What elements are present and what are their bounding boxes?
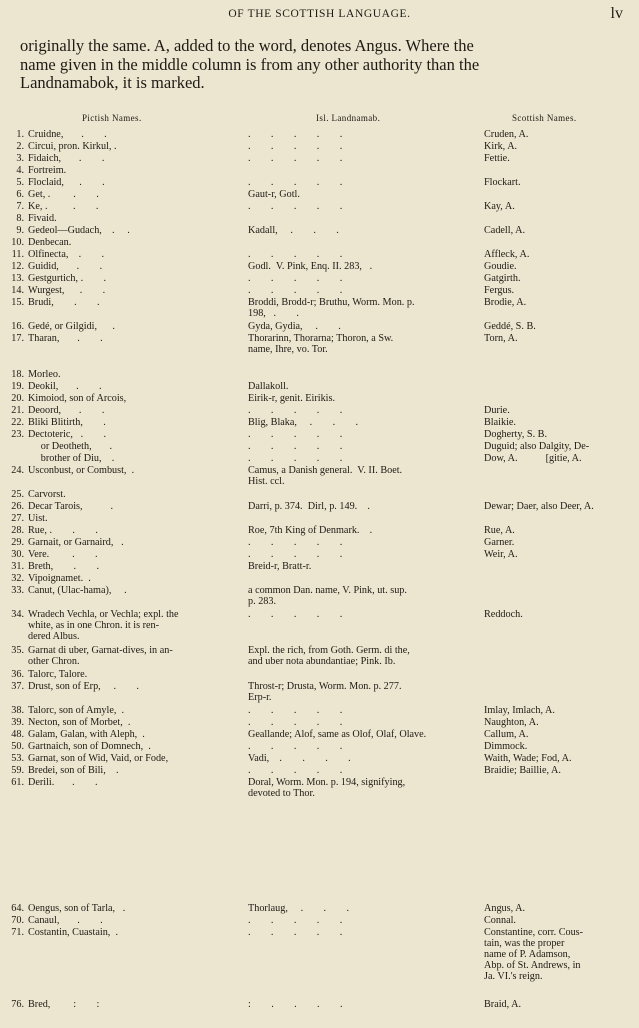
- islandic-name: Gyda, Gydia, . .: [248, 321, 341, 332]
- scottish-name: Kirk, A.: [484, 141, 518, 152]
- intro-line: Landnamabok, it is marked.: [20, 73, 205, 92]
- islandic-name: Throst-r; Drusta, Worm. Mon. p. 277. Erp-r.: [248, 681, 402, 703]
- scottish-name: Braid, A.: [484, 999, 522, 1010]
- islandic-name: Doral, Worm. Mon. p. 194, signifying, devoted to Thor.: [248, 777, 406, 799]
- islandic-name: . . . . .: [248, 765, 343, 776]
- islandic-name: . . . . .: [248, 405, 343, 416]
- row-number: 1.: [16, 129, 24, 140]
- column-headers: [0, 113, 639, 127]
- pictish-name: Uist.: [28, 513, 48, 524]
- pictish-name: Talorc, Talore.: [28, 669, 88, 680]
- pictish-name: Gestgurtich, . .: [28, 273, 107, 284]
- islandic-name: Thorarinn, Thorarna; Thoron, a Sw. name, Ihre, vo. Tor.: [248, 333, 394, 355]
- row-number: 34.: [11, 609, 24, 620]
- pictish-name: Denbecan.: [28, 237, 72, 248]
- islandic-name: . . . . .: [248, 717, 343, 728]
- pictish-name: Oengus, son of Tarla, .: [28, 903, 126, 914]
- running-title: OF THE SCOTTISH LANGUAGE.: [228, 8, 411, 20]
- pictish-name: Ke, . . .: [28, 201, 99, 212]
- islandic-name: . . . . .: [248, 141, 343, 152]
- islandic-name: . . . . .: [248, 537, 343, 548]
- scottish-name: Kay, A.: [484, 201, 515, 212]
- scottish-name: Blaikie.: [484, 417, 516, 428]
- pictish-column-header: Pictish Names.: [82, 113, 142, 123]
- islandic-name: . . . . .: [248, 741, 343, 752]
- scottish-name: Rue, A.: [484, 525, 515, 536]
- islandic-name: . . . . .: [248, 129, 343, 140]
- row-number: 39.: [11, 717, 24, 728]
- row-number: 59.: [11, 765, 24, 776]
- pictish-name: Bredei, son of Bili, .: [28, 765, 119, 776]
- scottish-name: Constantine, corr. Cous- tain, was the proper name of P. Adamson, Abp. of St. Andrews, in Ja. VI.'s reign.: [484, 927, 584, 982]
- pictish-name: Get, . . .: [28, 189, 99, 200]
- row-number: 15.: [11, 297, 24, 308]
- pictish-name: Costantin, Cuastain, .: [28, 927, 118, 938]
- row-number: 38.: [11, 705, 24, 716]
- islandic-name: Broddi, Brodd-r; Bruthu, Worm. Mon. p. 198, . .: [248, 297, 415, 319]
- pictish-name: Olfinecta, . .: [28, 249, 105, 260]
- scottish-name: Naughton, A.: [484, 717, 539, 728]
- scottish-name: Dow, A. [gitie, A.: [484, 453, 582, 464]
- pictish-name: Talorc, son of Amyle, .: [28, 705, 125, 716]
- row-number: 11.: [11, 249, 24, 260]
- pictish-name: Tharan, . .: [28, 333, 103, 344]
- pictish-name: Canut, (Ulac-hama), .: [28, 585, 127, 596]
- islandic-name: Kadall, . . .: [248, 225, 339, 236]
- pictish-name: Dectoteric, . .: [28, 429, 107, 440]
- scottish-name: Brodie, A.: [484, 297, 527, 308]
- row-number: 6.: [16, 189, 24, 200]
- islandic-name: . . . . .: [248, 429, 343, 440]
- scottish-name: Torn, A.: [484, 333, 518, 344]
- scottish-name: Dogherty, S. B.: [484, 429, 548, 440]
- scottish-name: Connal.: [484, 915, 516, 926]
- pictish-name: Bliki Blitirth, .: [28, 417, 106, 428]
- scottish-name: Reddoch.: [484, 609, 523, 620]
- pictish-name: Decar Tarois, .: [28, 501, 114, 512]
- row-number: 53.: [11, 753, 24, 764]
- pictish-name: Deoord, . .: [28, 405, 105, 416]
- pictish-name: Bred, : :: [28, 999, 100, 1010]
- row-number: 10.: [11, 237, 24, 248]
- scottish-name: Fettie.: [484, 153, 510, 164]
- islandic-name: Vadi, . . . .: [248, 753, 351, 764]
- pictish-name: Necton, son of Morbet, .: [28, 717, 131, 728]
- scottish-column-header: Scottish Names.: [512, 113, 577, 123]
- page-number: lv: [610, 5, 623, 22]
- pictish-name: Circui, pron. Kirkul, .: [28, 141, 117, 152]
- pictish-name: Morleo.: [28, 369, 61, 380]
- scottish-name: Waith, Wade; Fod, A.: [484, 753, 572, 764]
- islandic-name: . . . . .: [248, 705, 343, 716]
- islandic-name: Geallande; Alof, same as Olof, Olaf, Olave.: [248, 729, 427, 740]
- row-number: 8.: [16, 213, 24, 224]
- row-number: 32.: [11, 573, 24, 584]
- scottish-name: Affleck, A.: [484, 249, 530, 260]
- islandic-name: Thorlaug, . . .: [248, 903, 350, 914]
- pictish-name: Deokil, . .: [28, 381, 102, 392]
- islandic-name: Godl. V. Pink, Enq. II. 283, .: [248, 261, 373, 272]
- row-number: 36.: [11, 669, 24, 680]
- islandic-name: . . . . .: [248, 609, 343, 620]
- row-number: 76.: [11, 999, 24, 1010]
- intro-paragraph: [20, 37, 624, 93]
- row-number: 24.: [11, 465, 24, 476]
- row-number: 12.: [11, 261, 24, 272]
- row-number: 20.: [11, 393, 24, 404]
- islandic-name: Darri, p. 374. Dirl, p. 149. .: [248, 501, 370, 512]
- islandic-name: . . . . .: [248, 549, 343, 560]
- islandic-name: . . . . .: [248, 249, 343, 260]
- islandic-name: . . . . .: [248, 285, 343, 296]
- pictish-name: Gedeol—Gudach, . .: [28, 225, 130, 236]
- row-number: 9.: [16, 225, 24, 236]
- pictish-name: Garnat di uber, Garnat-dives, in an- other Chron.: [28, 645, 173, 667]
- row-number: 64.: [11, 903, 24, 914]
- row-number: 21.: [11, 405, 24, 416]
- islandic-name: . . . . .: [248, 441, 343, 452]
- scottish-name: Fergus.: [484, 285, 515, 296]
- pictish-name: Canaul, . .: [28, 915, 103, 926]
- row-number: 3.: [16, 153, 24, 164]
- row-number: 28.: [11, 525, 24, 536]
- islandic-column-header: Isl. Landnamab.: [316, 113, 381, 123]
- islandic-name: : . . . .: [248, 999, 343, 1010]
- row-number: 35.: [11, 645, 24, 656]
- row-number: 2.: [16, 141, 24, 152]
- islandic-name: Eirik-r, genit. Eirikis.: [248, 393, 336, 404]
- pictish-name: Wurgest, . .: [28, 285, 106, 296]
- islandic-name: a common Dan. name, V. Pink, ut. sup. p. 283.: [248, 585, 407, 607]
- row-number: 16.: [11, 321, 24, 332]
- islandic-name: Camus, a Danish general. V. II. Boet. Hist. ccl.: [248, 465, 403, 487]
- pictish-name: Usconbust, or Combust, .: [28, 465, 135, 476]
- scottish-name: Duguid; also Dalgity, De-: [484, 441, 590, 452]
- islandic-name: . . . . .: [248, 453, 343, 464]
- pictish-name: Brudi, . .: [28, 297, 100, 308]
- islandic-name: Blig, Blaka, . . .: [248, 417, 359, 428]
- running-header: [0, 5, 639, 26]
- islandic-name: . . . . .: [248, 201, 343, 212]
- row-number: 19.: [11, 381, 24, 392]
- pictish-name: Vipoignamet. .: [28, 573, 91, 584]
- row-number: 18.: [11, 369, 24, 380]
- row-number: 50.: [11, 741, 24, 752]
- row-number: 27.: [11, 513, 24, 524]
- scottish-name: Durie.: [484, 405, 510, 416]
- islandic-name: Roe, 7th King of Denmark. .: [248, 525, 373, 536]
- islandic-name: . . . . .: [248, 915, 343, 926]
- row-number: 13.: [11, 273, 24, 284]
- row-number: 26.: [11, 501, 24, 512]
- scottish-name: Goudie.: [484, 261, 517, 272]
- pictish-name: Drust, son of Erp, . .: [28, 681, 139, 692]
- islandic-name: Expl. the rich, from Goth. Germ. di the, and uber nota abundantiae; Pink. Ib.: [248, 645, 410, 667]
- islandic-name: . . . . .: [248, 153, 343, 164]
- scottish-name: Weir, A.: [484, 549, 518, 560]
- pictish-name: Fivaid.: [28, 213, 57, 224]
- pictish-name: Derili. . .: [28, 777, 98, 788]
- pictish-name: Fortreim.: [28, 165, 67, 176]
- scottish-name: Dimmock.: [484, 741, 528, 752]
- scottish-name: Garner.: [484, 537, 515, 548]
- pictish-name: Vere. . .: [28, 549, 98, 560]
- row-number: 61.: [11, 777, 24, 788]
- islandic-name: Dallakoll.: [248, 381, 289, 392]
- row-number: 70.: [11, 915, 24, 926]
- scottish-name: Cadell, A.: [484, 225, 526, 236]
- pictish-name: Fidaich, . .: [28, 153, 105, 164]
- row-number: 48.: [11, 729, 24, 740]
- row-number: 29.: [11, 537, 24, 548]
- islandic-name: . . . . .: [248, 927, 343, 938]
- row-number: 22.: [11, 417, 24, 428]
- intro-line: originally the same. A, added to the word, denotes Angus. Where the: [20, 36, 474, 55]
- row-number: 71.: [11, 927, 24, 938]
- row-number: 33.: [11, 585, 24, 596]
- pictish-name: Floclaid, . .: [28, 177, 105, 188]
- row-number: 17.: [11, 333, 24, 344]
- row-number: 37.: [11, 681, 24, 692]
- islandic-name: Gaut-r, Gotl.: [248, 189, 300, 200]
- pictish-name: Rue, . . .: [28, 525, 98, 536]
- pictish-name: Gartnaich, son of Domnech, .: [28, 741, 151, 752]
- pictish-name: Breth, . .: [28, 561, 100, 572]
- scottish-name: Callum, A.: [484, 729, 529, 740]
- scottish-name: Cruden, A.: [484, 129, 529, 140]
- pictish-name: Gedé, or Gilgidi, .: [28, 321, 115, 332]
- row-number: 30.: [11, 549, 24, 560]
- pictish-name: Cruidne, . .: [28, 129, 107, 140]
- row-number: 25.: [11, 489, 24, 500]
- row-number: 4.: [16, 165, 24, 176]
- pictish-name: Carvorst.: [28, 489, 66, 500]
- row-number: 31.: [11, 561, 24, 572]
- pictish-name: or Deotheth, .: [28, 441, 113, 452]
- row-number: 23.: [11, 429, 24, 440]
- pictish-name: brother of Diu, .: [28, 453, 115, 464]
- scottish-name: Imlay, Imlach, A.: [484, 705, 555, 716]
- row-number: 7.: [16, 201, 24, 212]
- intro-line: name given in the middle column is from any other authority than the: [20, 54, 480, 74]
- scottish-name: Braidie; Baillie, A.: [484, 765, 561, 776]
- pictish-name: Galam, Galan, with Aleph, .: [28, 729, 145, 740]
- scottish-name: Gatgirth.: [484, 273, 521, 284]
- row-number: 14.: [11, 285, 24, 296]
- pictish-name: Guidid, . .: [28, 261, 103, 272]
- islandic-name: . . . . .: [248, 177, 343, 188]
- pictish-name: Kimoiod, son of Arcois,: [28, 393, 127, 404]
- scottish-name: Dewar; Daer, also Deer, A.: [484, 501, 594, 512]
- scottish-name: Flockart.: [484, 177, 521, 188]
- islandic-name: Breid-r, Bratt-r.: [248, 561, 312, 572]
- islandic-name: . . . . .: [248, 273, 343, 284]
- pictish-name: Garnat, son of Wid, Vaid, or Fode,: [28, 753, 169, 764]
- pictish-name: Garnait, or Garnaird, .: [28, 537, 124, 548]
- scottish-name: Geddé, S. B.: [484, 321, 536, 332]
- row-number: 5.: [16, 177, 24, 188]
- scottish-name: Angus, A.: [484, 903, 526, 914]
- pictish-name: Wradech Vechla, or Vechla; expl. the white, as in one Chron. it is ren- dered Albus.: [28, 609, 179, 642]
